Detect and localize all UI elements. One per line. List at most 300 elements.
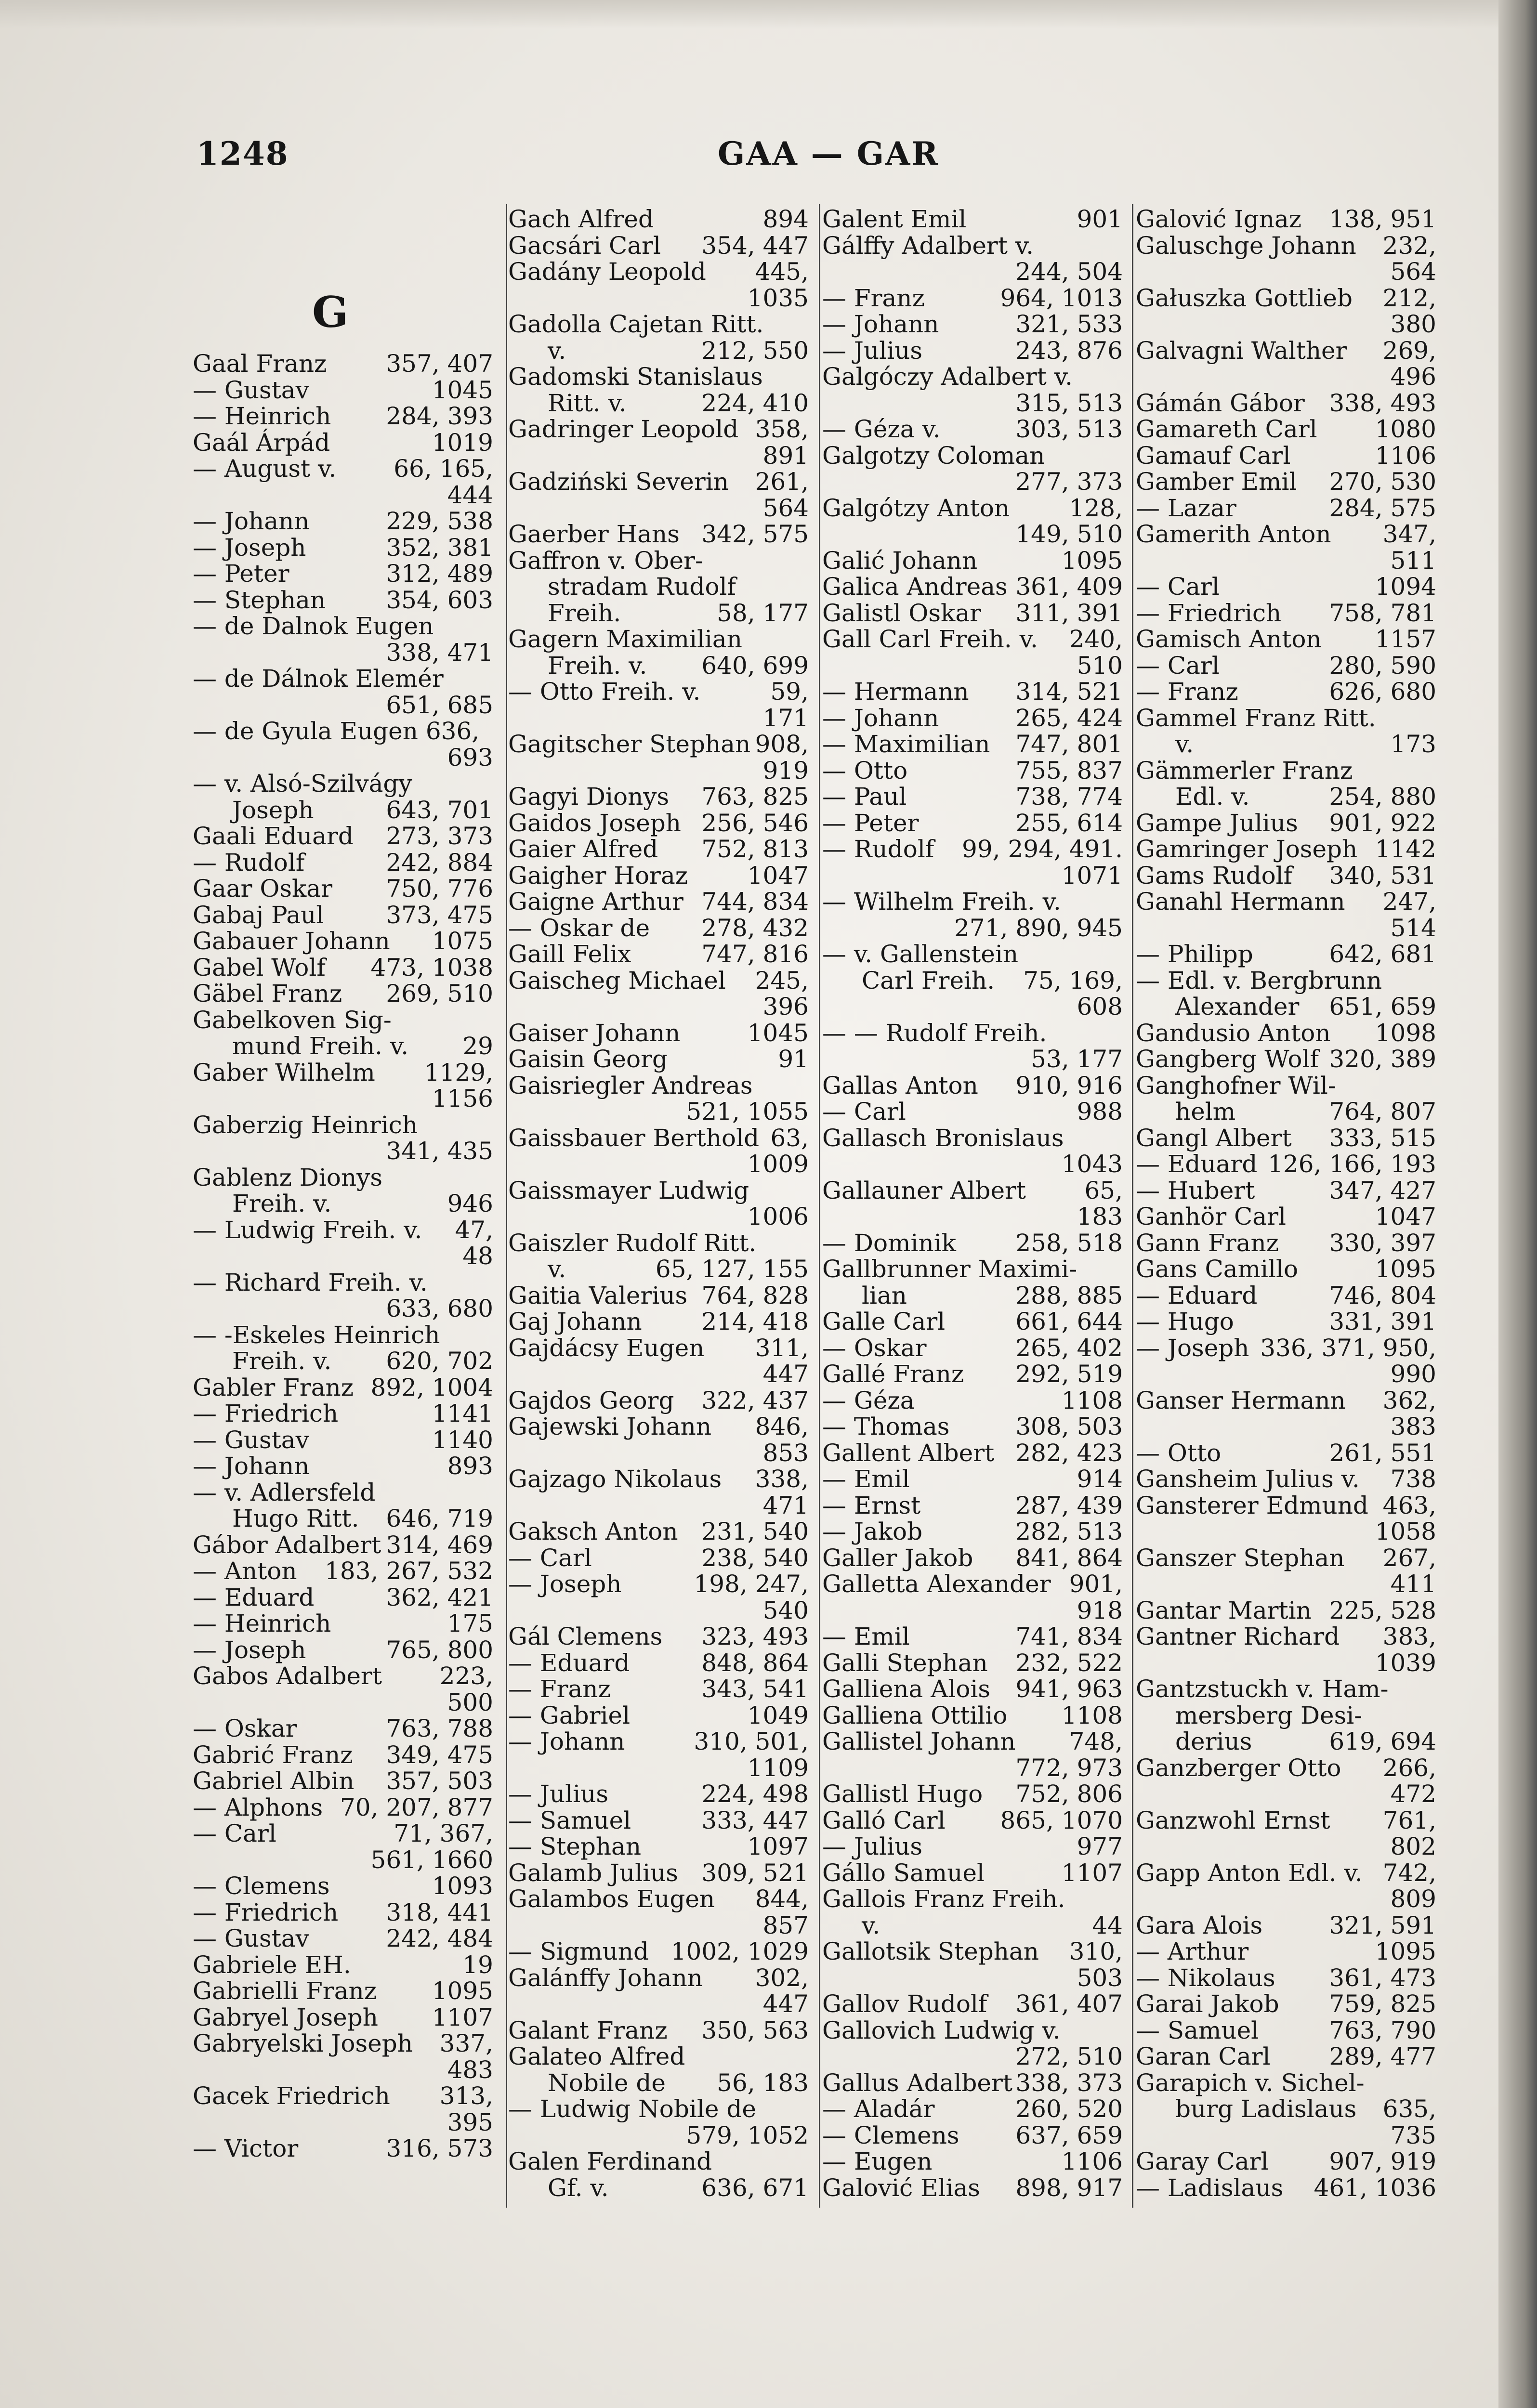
index-entry (193, 613, 496, 640)
entry-pages: 224, 410 (701, 389, 809, 417)
index-entry (1136, 1623, 1439, 1650)
entry-name: Gagyi Dionys (508, 783, 670, 811)
entry-pages: 278, 432 (701, 914, 809, 942)
entry-name: Gallovich Ludwig v. (822, 2016, 1061, 2044)
entry-name: burg Ladislaus (1175, 2095, 1357, 2123)
entry-name: Gantzstuckh v. Ham- (1136, 1675, 1389, 1703)
entry-pages: 747, 816 (701, 940, 809, 968)
index-entry (1136, 2017, 1439, 2044)
index-entry (193, 1269, 496, 1296)
index-entry (508, 1073, 812, 1099)
entry-pages: 511 (1390, 546, 1436, 575)
index-entry (193, 1715, 496, 1742)
index-entry (193, 981, 496, 1007)
entry-name: — Clemens (822, 2121, 959, 2149)
index-entry (508, 968, 812, 994)
index-entry (822, 521, 1126, 548)
index-entry (822, 1886, 1126, 1912)
entry-pages: 1045 (747, 1019, 809, 1047)
entry-name: — Lazar (1136, 494, 1236, 522)
entry-name: — Wilhelm Freih. v. (822, 888, 1061, 916)
entry-name: — Peter (193, 560, 289, 588)
entry-name: Gabler Franz (193, 1373, 354, 1401)
entry-name: Freih. v. (232, 1347, 332, 1375)
index-entry (822, 1545, 1126, 1571)
entry-pages: 316, 573 (386, 2134, 493, 2162)
entry-pages: 1108 (1061, 1701, 1123, 1729)
entry-name: Gabos Adalbert (193, 1662, 382, 1690)
index-entry (193, 797, 496, 824)
index-entry (822, 1125, 1126, 1152)
entry-pages: 91 (778, 1045, 809, 1073)
entry-pages: 212, 550 (701, 336, 809, 365)
entry-pages: 809 (1390, 1885, 1436, 1913)
index-entry (822, 311, 1126, 338)
entry-name: Garay Carl (1136, 2147, 1269, 2175)
index-entry (193, 377, 496, 404)
index-entry (193, 1217, 496, 1243)
entry-name: Gaischeg Michael (508, 966, 726, 995)
entry-name: Gantner Richard (1136, 1623, 1340, 1650)
entry-pages: 288, 885 (1015, 1281, 1123, 1309)
entry-pages: 265, 424 (1015, 704, 1123, 732)
entry-pages: 302, (755, 1963, 809, 1992)
index-entry (508, 1099, 812, 1125)
index-entry (508, 2148, 812, 2175)
entry-pages: 29 (462, 1032, 493, 1060)
entry-name: Gaill Felix (508, 940, 631, 968)
index-entry (1136, 889, 1439, 915)
entry-name: — Otto (822, 756, 908, 785)
entry-pages: 260, 520 (1015, 2095, 1123, 2123)
entry-name: Gabrić Franz (193, 1741, 353, 1769)
entry-name: — Friedrich (1136, 599, 1282, 627)
entry-pages: 245, (755, 966, 809, 995)
entry-pages: 126, 166, 193 (1268, 1150, 1436, 1178)
index-entry (1136, 679, 1439, 705)
index-entry (193, 718, 496, 745)
entry-name: Gaar Oskar (193, 875, 333, 903)
index-entry (1136, 994, 1439, 1020)
index-entry (508, 1466, 812, 1492)
index-entry (1136, 1413, 1439, 1440)
entry-name: Gabauer Johann (193, 927, 390, 955)
index-entry (508, 1125, 812, 1152)
entry-pages: 1095 (1375, 1255, 1436, 1283)
entry-name: Gaissbauer Berthold (508, 1124, 760, 1152)
index-entry (508, 338, 812, 364)
index-entry (193, 1086, 496, 1112)
entry-pages: 19 (462, 1950, 493, 1979)
index-entry (1136, 1099, 1439, 1125)
entry-pages: 988 (1077, 1098, 1123, 1125)
entry-name: Gaal Franz (193, 350, 327, 378)
entry-name: Gaiszler Rudolf Ritt. (508, 1229, 757, 1257)
index-entry (822, 863, 1126, 889)
entry-name: — Carl (508, 1544, 592, 1572)
index-entry (193, 1165, 496, 1191)
entry-pages: 471 (762, 1491, 809, 1519)
entry-name: Gabaj Paul (193, 901, 324, 929)
index-entry (1136, 836, 1439, 863)
index-entry (193, 1742, 496, 1768)
entry-pages: 373, 475 (386, 901, 493, 929)
index-entry (1136, 1309, 1439, 1335)
index-entry (508, 1545, 812, 1571)
entry-pages: 764, 807 (1329, 1098, 1436, 1125)
index-entry (822, 915, 1126, 942)
entry-pages: 338, 471 (386, 638, 493, 667)
entry-pages: 844, (755, 1885, 809, 1913)
entry-name: Gallé Franz (822, 1360, 964, 1388)
entry-pages: 735 (1390, 2121, 1436, 2149)
entry-name: — Samuel (1136, 2016, 1259, 2044)
entry-name: Gacek Friedrich (193, 2082, 390, 2110)
entry-name: — Eduard (1136, 1150, 1258, 1178)
index-entry (193, 1532, 496, 1558)
entry-pages: 65, (1084, 1176, 1123, 1204)
entry-pages: 267, (1382, 1544, 1436, 1572)
entry-name: Gaerber Hans (508, 520, 680, 548)
entry-pages: 748, (1069, 1727, 1123, 1755)
entry-pages: 747, 801 (1015, 730, 1123, 758)
index-entry (822, 206, 1126, 233)
index-entry (822, 2148, 1126, 2175)
index-entry (193, 640, 496, 666)
entry-name: Gaiser Johann (508, 1019, 681, 1047)
index-entry (193, 2135, 496, 2162)
index-entry (1136, 1492, 1439, 1519)
index-entry (193, 1873, 496, 1899)
entry-pages: 99, 294, 491. (962, 835, 1123, 863)
entry-name: Gamauf Carl (1136, 441, 1291, 470)
entry-name: — de Dalnok Eugen (193, 612, 434, 640)
entry-pages: 802 (1390, 1832, 1436, 1860)
entry-pages: 633, 680 (386, 1295, 493, 1322)
index-entry (508, 1492, 812, 1519)
entry-pages: 447 (762, 1360, 809, 1388)
index-entry (193, 823, 496, 850)
index-entry (1136, 2070, 1439, 2096)
index-entry (1136, 1387, 1439, 1414)
index-entry (193, 1191, 496, 1217)
index-entry (193, 771, 496, 797)
entry-pages: 362, (1382, 1386, 1436, 1414)
entry-pages: 138, 951 (1329, 205, 1436, 233)
index-entry (822, 1387, 1126, 1414)
index-entry (1136, 1283, 1439, 1309)
index-entry (1136, 626, 1439, 653)
index-entry (1136, 1545, 1439, 1571)
index-entry (1136, 1020, 1439, 1047)
entry-name: Galgóczy Adalbert v. (822, 363, 1073, 391)
index-entry (1136, 233, 1439, 259)
entry-name: — v. Alsó-Szilvágy (193, 770, 412, 798)
index-entry (822, 574, 1126, 600)
entry-name: Galović Elias (822, 2173, 980, 2202)
entry-name: — Sigmund (508, 1937, 649, 1965)
entry-name: Gamareth Carl (1136, 415, 1317, 443)
index-entry (822, 1466, 1126, 1492)
entry-name: Gál Clemens (508, 1623, 663, 1650)
index-entry (822, 1571, 1126, 1597)
page-title: GAA — GAR (718, 135, 940, 172)
entry-pages: 472 (1390, 1780, 1436, 1808)
entry-name: — Anton (193, 1557, 297, 1585)
entry-pages: 964, 1013 (1000, 284, 1123, 312)
entry-name: Gantar Martin (1136, 1596, 1312, 1624)
entry-name: Alexander (1175, 993, 1300, 1021)
entry-pages: 1093 (432, 1872, 493, 1900)
index-entry (1136, 469, 1439, 495)
index-entry (822, 1230, 1126, 1256)
entry-pages: 343, 541 (701, 1675, 809, 1703)
entry-pages: 1043 (1061, 1150, 1123, 1178)
entry-pages: 1002, 1029 (670, 1937, 809, 1965)
index-entry (508, 836, 812, 863)
index-entry (508, 259, 812, 285)
index-entry (1136, 1912, 1439, 1939)
entry-pages: 58, 177 (717, 599, 809, 627)
index-entry (193, 928, 496, 955)
entry-name: — Hugo (1136, 1308, 1234, 1335)
index-entry (508, 863, 812, 889)
entry-pages: 331, 391 (1329, 1308, 1436, 1335)
entry-pages: 990 (1390, 1360, 1436, 1388)
entry-name: Gampe Julius (1136, 809, 1298, 837)
entry-pages: 738, 774 (1015, 783, 1123, 811)
index-entry (822, 1623, 1126, 1650)
entry-pages: 898, 917 (1015, 2173, 1123, 2202)
entry-pages: 212, (1382, 284, 1436, 312)
entry-name: — Eugen (822, 2147, 933, 2175)
entry-name: — Franz (508, 1675, 611, 1703)
entry-name: — Rudolf (193, 848, 305, 877)
entry-pages: 349, 475 (386, 1741, 493, 1769)
index-entry (193, 2030, 496, 2057)
entry-pages: 336, 371, 950, (1260, 1334, 1436, 1362)
index-entry (822, 364, 1126, 390)
entry-pages: 322, 437 (701, 1386, 809, 1414)
entry-pages: 473, 1038 (370, 953, 493, 982)
index-entry (1136, 1125, 1439, 1152)
entry-name: — Franz (1136, 678, 1238, 706)
entry-name: Gams Rudolf (1136, 861, 1293, 890)
entry-name: — Carl (1136, 573, 1220, 601)
entry-name: Gajewski Johann (508, 1413, 712, 1440)
entry-name: Galić Johann (822, 546, 978, 575)
index-entry (1136, 1466, 1439, 1492)
entry-name: Gallasch Bronislaus (822, 1124, 1064, 1152)
entry-pages: 941, 963 (1015, 1675, 1123, 1703)
index-entry (508, 1283, 812, 1309)
entry-pages: 894 (762, 205, 809, 233)
entry-pages: 284, 575 (1329, 494, 1436, 522)
entry-pages: 1006 (747, 1203, 809, 1230)
entry-pages: 1045 (432, 376, 493, 404)
entry-name: — Oskar (822, 1334, 927, 1362)
index-entry (822, 1991, 1126, 2017)
index-entry (1136, 1702, 1439, 1729)
entry-pages: 314, 521 (1015, 678, 1123, 706)
index-entry (508, 1151, 812, 1178)
entry-name: Gangberg Wolf (1136, 1045, 1319, 1073)
index-entry (1136, 1650, 1439, 1676)
index-entry (822, 994, 1126, 1020)
entry-pages: 330, 397 (1329, 1229, 1436, 1257)
index-entry (508, 1518, 812, 1545)
entry-pages: 287, 439 (1015, 1491, 1123, 1519)
entry-name: — Joseph (508, 1570, 622, 1598)
index-entry (508, 2017, 812, 2044)
entry-name: — Gabriel (508, 1701, 631, 1729)
entry-name: — Géza (822, 1386, 915, 1414)
entry-name: Gallauner Albert (822, 1176, 1026, 1204)
entry-pages: 357, 407 (386, 350, 493, 378)
entry-pages: 411 (1390, 1570, 1436, 1598)
entry-name: — v. Gallenstein (822, 940, 1019, 968)
entry-name: — Alphons (193, 1793, 323, 1821)
entry-name: — Julius (822, 1832, 922, 1860)
index-entry (1136, 495, 1439, 522)
index-entry (193, 1033, 496, 1060)
entry-name: — Hubert (1136, 1176, 1255, 1204)
entry-name: Edl. v. (1175, 783, 1250, 811)
entry-name: Gallbrunner Maximi- (822, 1255, 1077, 1283)
index-entry (822, 2070, 1126, 2096)
index-entry (822, 495, 1126, 522)
entry-name: Carl Freih. (862, 966, 995, 995)
index-entry (508, 2096, 812, 2122)
entry-pages: 284, 393 (386, 402, 493, 430)
entry-pages: 261, (755, 468, 809, 496)
section-letter: G (312, 287, 349, 337)
entry-pages: 496 (1390, 363, 1436, 391)
entry-pages: 53, 177 (1031, 1045, 1123, 1073)
entry-name: Gagitscher Stephan (508, 730, 751, 758)
entry-name: stradam Rudolf (548, 573, 736, 601)
entry-pages: 907, 919 (1329, 2147, 1436, 2175)
index-entry (1136, 206, 1439, 233)
entry-pages: 383 (1390, 1413, 1436, 1440)
index-entry (1136, 548, 1439, 574)
index-entry (193, 1689, 496, 1716)
entry-pages: 347, (1382, 520, 1436, 548)
entry-pages: 1109 (747, 1754, 809, 1782)
index-entry (508, 2122, 812, 2149)
index-entry (822, 1781, 1126, 1807)
entry-name: Galamb Julius (508, 1858, 678, 1887)
entry-pages: 1097 (747, 1832, 809, 1860)
entry-pages: 846, (755, 1413, 809, 1440)
entry-pages: 340, 531 (1329, 861, 1436, 890)
index-entry (508, 1860, 812, 1886)
entry-name: — Franz (822, 284, 925, 312)
entry-pages: 1094 (1375, 573, 1436, 601)
entry-pages: 320, 389 (1329, 1045, 1436, 1073)
index-entry (822, 443, 1126, 469)
entry-name: Freih. v. (232, 1190, 332, 1217)
entry-name: — Ludwig Nobile de (508, 2095, 756, 2123)
entry-pages: 309, 521 (701, 1858, 809, 1887)
entry-pages: 447 (762, 1990, 809, 2018)
index-entry (193, 2109, 496, 2136)
entry-pages: 313, (439, 2082, 493, 2110)
entry-name: Gangl Albert (1136, 1124, 1292, 1152)
index-entry (1136, 1728, 1439, 1755)
entry-pages: 383, (1382, 1623, 1436, 1650)
index-entry (822, 731, 1126, 758)
entry-name: Galambos Eugen (508, 1885, 715, 1913)
index-entry (508, 1309, 812, 1335)
index-entry (508, 731, 812, 758)
index-entry (508, 784, 812, 810)
entry-name: Gallas Anton (822, 1071, 978, 1099)
index-entry (1136, 1965, 1439, 1991)
index-entry (193, 1899, 496, 1926)
entry-name: Gábor Adalbert (193, 1531, 381, 1559)
entry-pages: 1035 (747, 284, 809, 312)
index-entry (1136, 311, 1439, 338)
index-entry (822, 1676, 1126, 1702)
index-entry (1136, 2043, 1439, 2070)
index-entry (508, 390, 812, 417)
entry-name: Galent Emil (822, 205, 967, 233)
index-entry (193, 1584, 496, 1611)
entry-pages: 761, (1382, 1806, 1436, 1834)
entry-pages: 318, 441 (386, 1898, 493, 1926)
entry-name: Gadány Leopold (508, 258, 706, 286)
index-entry (508, 1965, 812, 1991)
entry-pages: 1095 (1375, 1937, 1436, 1965)
entry-name: — Julius (822, 336, 922, 365)
entry-name: Gaissmayer Ludwig (508, 1176, 749, 1204)
entry-pages: 848, 864 (701, 1649, 809, 1677)
entry-pages: 173 (1390, 730, 1436, 758)
entry-pages: 765, 800 (386, 1636, 493, 1664)
index-entry (508, 206, 812, 233)
index-entry (193, 876, 496, 902)
entry-name: — Johann (193, 507, 310, 535)
index-entry (822, 1204, 1126, 1230)
index-entry (1136, 810, 1439, 837)
entry-pages: 1019 (432, 428, 493, 457)
index-entry (508, 469, 812, 495)
entry-pages: 764, 828 (701, 1281, 809, 1309)
index-column-4 (1136, 206, 1439, 2201)
entry-name: — Hermann (822, 678, 969, 706)
index-entry (1136, 705, 1439, 732)
entry-pages: 742, (1382, 1858, 1436, 1887)
entry-name: Gaigne Arthur (508, 888, 683, 916)
index-entry (822, 1650, 1126, 1676)
entry-pages: 282, 423 (1015, 1439, 1123, 1467)
entry-name: Gabryel Joseph (193, 2003, 378, 2031)
entry-name: Nobile de (548, 2068, 666, 2097)
index-entry (193, 1007, 496, 1034)
index-entry (508, 521, 812, 548)
entry-pages: 853 (762, 1439, 809, 1467)
entry-pages: 231, 540 (701, 1518, 809, 1545)
entry-name: Gaberzig Heinrich (193, 1111, 418, 1139)
index-entry (193, 1112, 496, 1139)
index-entry (822, 1702, 1126, 1729)
entry-pages: 255, 614 (1015, 809, 1123, 837)
index-entry (822, 784, 1126, 810)
index-entry (1136, 758, 1439, 784)
index-entry (1136, 1256, 1439, 1283)
entry-name: Gagern Maximilian (508, 625, 742, 653)
